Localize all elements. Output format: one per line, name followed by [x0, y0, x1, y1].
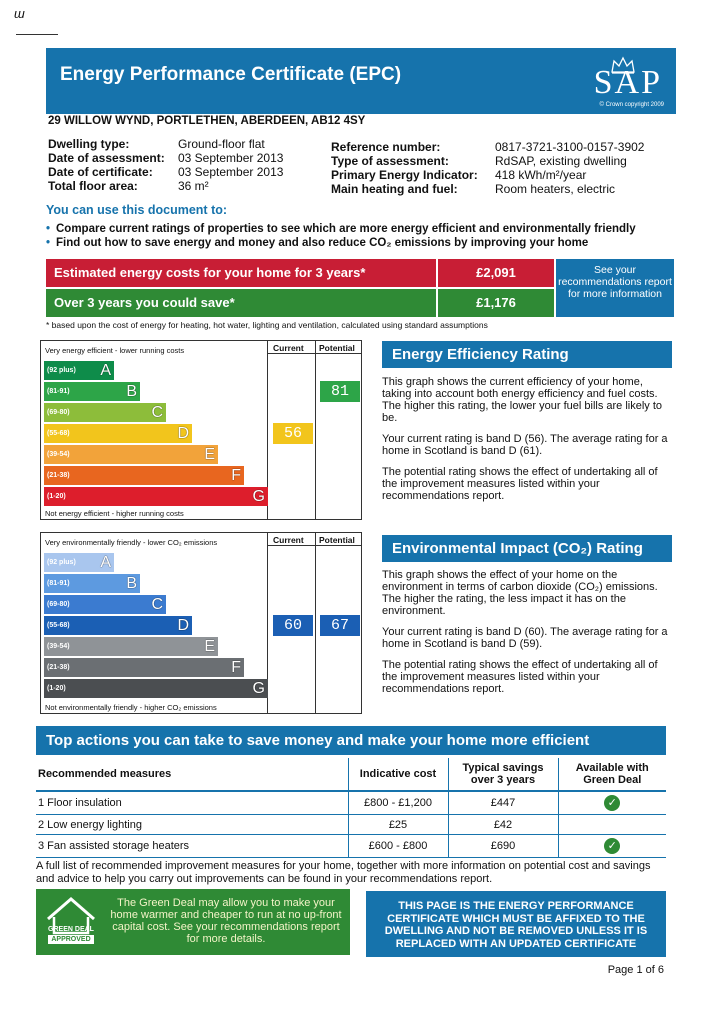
band-c	[44, 595, 166, 614]
page-number: Page 1 of 6	[607, 964, 664, 976]
paragraph: This graph shows the current efficiency of your home, taking into account both energy efficiency and fuel costs. The higher this rating, the lower your fuel bills are likely to be.	[382, 376, 663, 424]
cell-measure: 2 Low energy lighting	[36, 815, 348, 835]
recommendations-table	[36, 758, 666, 858]
cell-green-deal	[558, 791, 666, 815]
cell-measure: 3 Fan assisted storage heaters	[36, 835, 348, 858]
cell-cost: £800 - £1,200	[348, 791, 448, 815]
current-rating-arrow: 56	[273, 423, 313, 444]
save-value: £1,176	[438, 289, 554, 317]
energy-efficiency-chart	[40, 340, 362, 520]
sap-logo	[558, 54, 668, 110]
band-c	[44, 403, 166, 422]
estimated-cost-value: £2,091	[438, 259, 554, 287]
logo-line: APPROVED	[48, 935, 94, 944]
bullet-item: • Compare current ratings of properties to see which are more energy efficient and environmentally friendly	[46, 222, 636, 236]
detail-label: Date of certificate:	[48, 165, 153, 179]
check-icon: ✓	[604, 795, 620, 811]
detail-label: Dwelling type:	[48, 137, 130, 151]
use-bullets	[46, 222, 636, 250]
detail-label: Main heating and fuel:	[331, 182, 458, 196]
current-col-header: Current	[273, 535, 304, 545]
band-d	[44, 424, 192, 443]
detail-value: 418 kWh/m²/year	[495, 168, 587, 182]
band-range: (1-20)	[47, 493, 66, 500]
detail-label: Total floor area:	[48, 179, 138, 193]
potential-rating-arrow: 81	[320, 381, 360, 402]
band-letter: G	[252, 680, 265, 697]
paragraph: The potential rating shows the effect of undertaking all of the improvement measures listed within your recommendations report.	[382, 659, 658, 695]
detail-value: 03 September 2013	[178, 165, 284, 179]
band-range: (69-80)	[47, 409, 70, 416]
details-right	[331, 140, 644, 196]
table-row	[36, 815, 666, 835]
cell-measure: 1 Floor insulation	[36, 791, 348, 815]
paragraph: Your current rating is band D (56). The average rating for a home in Scotland is band D (61).	[382, 433, 668, 457]
band-range: (81-91)	[47, 388, 70, 395]
detail-value: 03 September 2013	[178, 151, 284, 165]
band-letter: C	[151, 596, 163, 613]
paragraph: Your current rating is band D (60). The average rating for a home in Scotland is band D (59).	[382, 626, 668, 650]
col-header: Typical savings over 3 years	[448, 758, 558, 791]
band-range: (81-91)	[47, 580, 70, 587]
detail-label: Date of assessment:	[48, 151, 165, 165]
band-f	[44, 466, 244, 485]
cell-cost: £25	[348, 815, 448, 835]
band-letter: E	[204, 638, 215, 655]
detail-label: Type of assessment:	[331, 154, 449, 168]
epc-header	[46, 48, 676, 114]
band-a	[44, 553, 114, 572]
save-label: Over 3 years you could save*	[46, 289, 436, 317]
details-left	[48, 137, 283, 193]
cell-green-deal	[558, 835, 666, 858]
detail-value: 0817-3721-3100-0157-3902	[495, 140, 645, 154]
chart-top-note: Very environmentally friendly - lower CO₂ emissions	[45, 538, 218, 547]
band-letter: F	[231, 659, 241, 676]
divider	[315, 341, 316, 519]
full-list-note: A full list of recommended improvement measures for your home, together with more information on potential cost and savings and advice to help you carry out improvements can be found in your recommendations report.	[36, 860, 651, 885]
environmental-impact-title: Environmental Impact (CO₂) Rating	[382, 535, 672, 562]
current-rating-arrow: 60	[273, 615, 313, 636]
chart-top-note: Very energy efficient - lower running costs	[45, 346, 185, 355]
cost-footnote: * based upon the cost of energy for heating, hot water, lighting and ventilation, calculated using standard assumptions	[46, 320, 488, 330]
bullet-item: • Find out how to save energy and money and also reduce CO₂ emissions by improving your home	[46, 236, 636, 250]
green-deal-logo-text	[42, 925, 100, 945]
current-col-header: Current	[273, 343, 304, 353]
page-title: Energy Performance Certificate (EPC)	[60, 64, 402, 85]
band-letter: G	[252, 488, 265, 505]
cell-saving: £447	[448, 791, 558, 815]
band-g	[44, 679, 268, 698]
cell-saving: £42	[448, 815, 558, 835]
margin-line	[16, 34, 58, 35]
logo-line: GREEN DEAL	[48, 926, 94, 933]
band-letter: B	[126, 383, 137, 400]
band-range: (21-38)	[47, 472, 70, 479]
detail-value: RdSAP, existing dwelling	[495, 154, 627, 168]
detail-value: Ground-floor flat	[178, 137, 265, 151]
cell-cost: £600 - £800	[348, 835, 448, 858]
band-range: (1-20)	[47, 685, 66, 692]
green-deal-box	[36, 889, 350, 955]
environmental-impact-description	[382, 569, 670, 704]
energy-efficiency-title: Energy Efficiency Rating	[382, 341, 672, 368]
table-header-row	[36, 758, 666, 791]
recommendations-link[interactable]: See your recommendations report for more information	[556, 259, 674, 317]
divider	[315, 533, 316, 713]
col-header: Available with Green Deal	[558, 758, 666, 791]
band-range: (69-80)	[47, 601, 70, 608]
estimated-cost-label: Estimated energy costs for your home for 3 years*	[46, 259, 436, 287]
band-letter: A	[100, 362, 111, 379]
band-letter: D	[177, 425, 189, 442]
band-letter: F	[231, 467, 241, 484]
band-b	[44, 574, 140, 593]
check-icon: ✓	[604, 838, 620, 854]
top-actions-title: Top actions you can take to save money and make your home more efficient	[36, 726, 666, 755]
band-g	[44, 487, 268, 506]
energy-efficiency-description	[382, 376, 670, 511]
band-range: (21-38)	[47, 664, 70, 671]
band-f	[44, 658, 244, 677]
band-range: (55-68)	[47, 430, 70, 437]
band-letter: C	[151, 404, 163, 421]
band-d	[44, 616, 192, 635]
band-range: (39-54)	[47, 643, 70, 650]
green-deal-text: The Green Deal may allow you to make your home warmer and cheaper to run at no up-front capital cost. See your recommendations report for more details.	[110, 897, 342, 945]
band-letter: D	[177, 617, 189, 634]
margin-mark: ɯ	[14, 6, 25, 21]
detail-label: Reference number:	[331, 140, 441, 154]
potential-col-header: Potential	[319, 535, 355, 545]
paragraph: The potential rating shows the effect of undertaking all of the improvement measures listed within your recommendations report.	[382, 466, 658, 502]
band-range: (55-68)	[47, 622, 70, 629]
band-range: (39-54)	[47, 451, 70, 458]
detail-value: 36 m²	[178, 179, 209, 193]
chart-bottom-note: Not environmentally friendly - higher CO₂ emissions	[45, 703, 217, 712]
band-letter: A	[100, 554, 111, 571]
sap-logo-text: SAP	[593, 64, 662, 101]
col-header: Recommended measures	[36, 758, 348, 791]
paragraph: This graph shows the effect of your home on the environment in terms of carbon dioxide (CO₂) emissions. The higher the rating, the less impact it has on the environment.	[382, 569, 658, 617]
crown-copyright: © Crown copyright 2009	[599, 102, 664, 108]
band-e	[44, 445, 218, 464]
band-a	[44, 361, 114, 380]
divider	[267, 545, 361, 546]
potential-col-header: Potential	[319, 343, 355, 353]
band-letter: E	[204, 446, 215, 463]
band-range: (92 plus)	[47, 367, 76, 374]
table-row	[36, 835, 666, 858]
cell-green-deal	[558, 815, 666, 835]
property-address: 29 WILLOW WYND, PORTLETHEN, ABERDEEN, AB12 4SY	[48, 115, 366, 127]
chart-bottom-note: Not energy efficient - higher running costs	[45, 509, 184, 518]
potential-rating-arrow: 67	[320, 615, 360, 636]
affix-notice: THIS PAGE IS THE ENERGY PERFORMANCE CERTIFICATE WHICH MUST BE AFFIXED TO THE DWELLING AND NOT BE REMOVED UNLESS IT IS REPLACED WITH AN UPDATED CERTIFICATE	[366, 891, 666, 957]
detail-label: Primary Energy Indicator:	[331, 168, 478, 182]
divider	[267, 353, 361, 354]
use-title: You can use this document to:	[46, 203, 228, 217]
environmental-impact-chart	[40, 532, 362, 714]
col-header: Indicative cost	[348, 758, 448, 791]
table-row	[36, 791, 666, 815]
band-b	[44, 382, 140, 401]
detail-value: Room heaters, electric	[495, 182, 616, 196]
band-letter: B	[126, 575, 137, 592]
band-e	[44, 637, 218, 656]
band-range: (92 plus)	[47, 559, 76, 566]
cell-saving: £690	[448, 835, 558, 858]
